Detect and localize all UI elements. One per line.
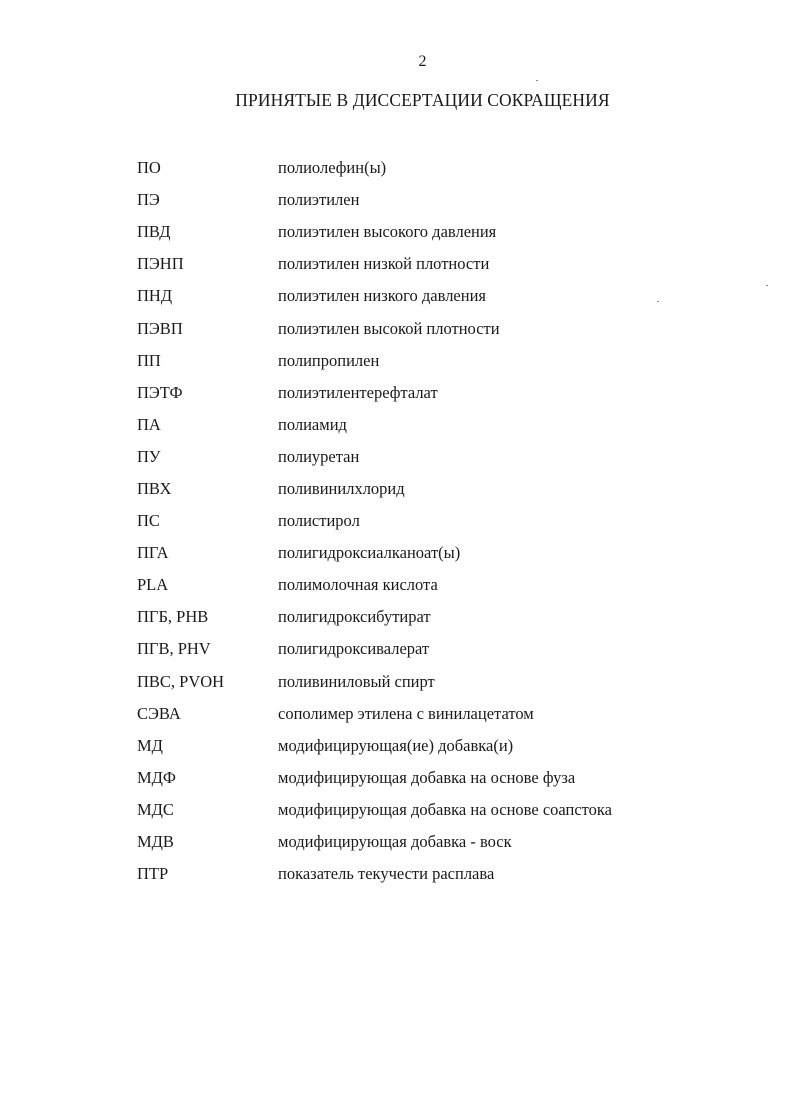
abbreviation-row <box>137 601 737 633</box>
abbreviation-row <box>137 826 737 858</box>
abbreviation-row <box>137 537 737 569</box>
abbreviation-definition: поливиниловый спирт <box>278 671 435 691</box>
abbreviation-definition: полиамид <box>278 414 347 434</box>
abbreviation-row <box>137 152 737 184</box>
scan-speck <box>657 301 659 302</box>
abbreviation-term: PLA <box>137 575 169 595</box>
abbreviation-row <box>137 441 737 473</box>
abbreviation-row <box>137 858 737 890</box>
abbreviation-row <box>137 377 737 409</box>
abbreviation-term: МДС <box>137 799 174 819</box>
abbreviation-definition: полиэтилен <box>278 190 360 210</box>
abbreviation-term: МД <box>137 735 163 755</box>
abbreviation-definition: полиэтилен высокого давления <box>278 222 497 242</box>
abbreviation-term: ПВД <box>137 222 171 242</box>
abbreviation-row <box>137 280 737 312</box>
abbreviation-row <box>137 312 737 344</box>
abbreviation-definition: полигидроксибутират <box>278 607 431 627</box>
abbreviation-row <box>137 216 737 248</box>
abbreviation-term: МДФ <box>137 767 176 787</box>
abbreviation-row <box>137 762 737 794</box>
abbreviation-definition: полигидроксиалканоат(ы) <box>278 543 461 563</box>
abbreviation-term: ПП <box>137 350 161 370</box>
abbreviation-row <box>137 794 737 826</box>
abbreviation-definition: показатель текучести расплава <box>278 864 495 884</box>
abbreviation-definition: полиэтилен высокой плотности <box>278 318 500 338</box>
abbreviation-row <box>137 184 737 216</box>
abbreviation-definition: поливинилхлорид <box>278 478 405 498</box>
abbreviations-list <box>137 152 737 890</box>
abbreviation-term: ПТР <box>137 864 169 884</box>
abbreviation-row <box>137 345 737 377</box>
abbreviation-term: ПВС, PVOH <box>137 671 225 691</box>
abbreviation-definition: полипропилен <box>278 350 380 370</box>
abbreviation-term: ПС <box>137 511 160 531</box>
abbreviation-row <box>137 569 737 601</box>
abbreviation-row <box>137 698 737 730</box>
abbreviation-term: СЭВА <box>137 703 181 723</box>
abbreviation-definition: модифицирующая добавка - воск <box>278 832 512 852</box>
abbreviation-definition: полигидроксивалерат <box>278 639 430 659</box>
abbreviation-row <box>137 505 737 537</box>
abbreviation-term: ПЭВП <box>137 318 183 338</box>
abbreviation-term: ПГБ, PHB <box>137 607 209 627</box>
abbreviation-definition: полиэтилентерефталат <box>278 382 438 402</box>
page-number: 2 <box>418 53 427 70</box>
abbreviation-term: ПА <box>137 414 161 434</box>
abbreviation-term: ПЭНП <box>137 254 184 274</box>
abbreviation-definition: полиэтилен низкой плотности <box>278 254 490 274</box>
abbreviation-term: ПГА <box>137 543 169 563</box>
abbreviation-definition: модифицирующая добавка на основе соапстока <box>278 799 612 819</box>
abbreviation-definition: модифицирующая(ие) добавка(и) <box>278 735 514 755</box>
abbreviation-row <box>137 473 737 505</box>
abbreviation-row <box>137 248 737 280</box>
abbreviation-term: ПГВ, PHV <box>137 639 211 659</box>
abbreviation-definition: полиолефин(ы) <box>278 158 387 178</box>
abbreviation-definition: полиуретан <box>278 446 360 466</box>
abbreviation-term: ПНД <box>137 286 173 306</box>
abbreviation-term: ПЭ <box>137 190 160 210</box>
scan-speck <box>536 80 538 81</box>
abbreviation-definition: полиэтилен низкого давления <box>278 286 486 306</box>
scan-speck <box>766 285 768 286</box>
abbreviation-row <box>137 666 737 698</box>
page-title: ПРИНЯТЫЕ В ДИССЕРТАЦИИ СОКРАЩЕНИЯ <box>235 90 610 110</box>
abbreviation-definition: полимолочная кислота <box>278 575 438 595</box>
abbreviation-term: ПВХ <box>137 478 172 498</box>
abbreviation-row <box>137 633 737 665</box>
abbreviation-definition: полистирол <box>278 511 360 531</box>
abbreviation-term: ПО <box>137 158 161 178</box>
abbreviation-definition: модифицирующая добавка на основе фуза <box>278 767 576 787</box>
abbreviation-row <box>137 730 737 762</box>
abbreviation-term: ПУ <box>137 446 161 466</box>
abbreviation-definition: сополимер этилена с винилацетатом <box>278 703 534 723</box>
abbreviation-term: МДВ <box>137 832 174 852</box>
abbreviation-row <box>137 409 737 441</box>
abbreviation-term: ПЭТФ <box>137 382 183 402</box>
